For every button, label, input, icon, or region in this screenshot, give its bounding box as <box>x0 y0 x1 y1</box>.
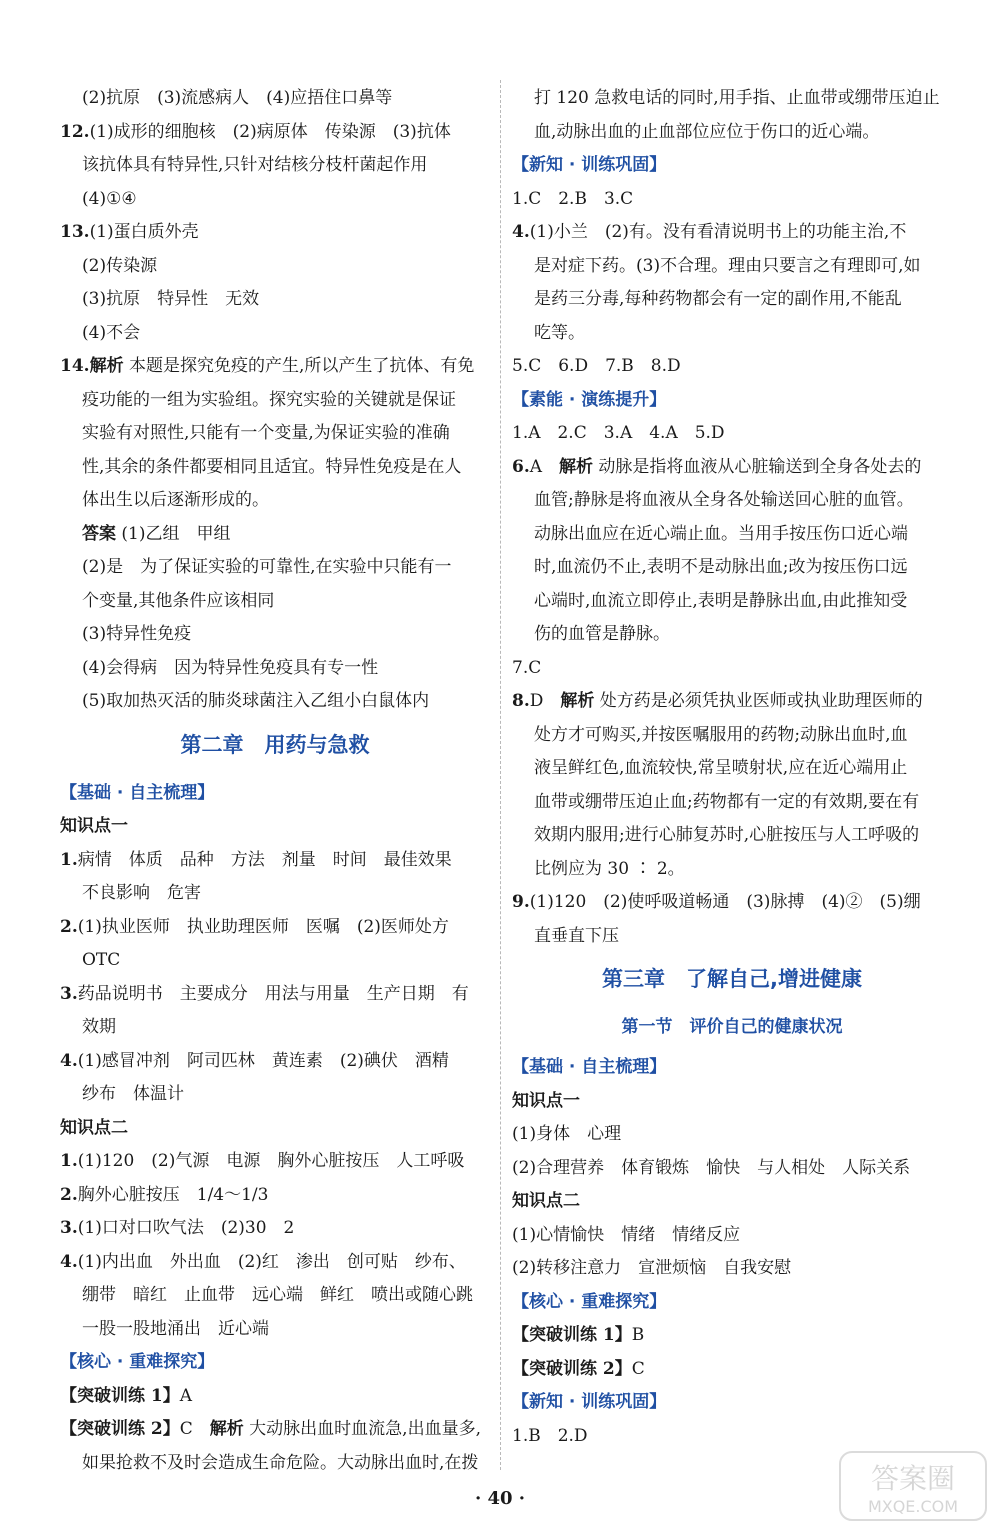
text-line <box>512 719 952 753</box>
line-text: 绷带 暗红 止血带 远心端 鲜红 喷出或随心跳 <box>82 1285 473 1305</box>
left-column <box>60 82 490 1480</box>
chapter-title <box>60 719 490 777</box>
line-text: 处方药是必须凭执业医师或执业助理医师的 <box>594 691 923 711</box>
text-line <box>60 183 490 217</box>
section-header <box>60 1346 490 1380</box>
line-text: (4)①④ <box>82 188 137 209</box>
line-text: (4)会得病 因为特异性免疫具有专一性 <box>82 657 379 678</box>
line-text: 1.B 2.D <box>512 1425 588 1446</box>
line-text: 是对症下药。(3)不合理。理由只要言之有理即可,如 <box>534 255 921 276</box>
item-number: 【突破训练 2】 <box>60 1419 180 1439</box>
text-line <box>60 1179 490 1213</box>
section-header <box>512 1286 952 1320</box>
text-line <box>512 685 952 719</box>
line-text: (1)乙组 甲组 <box>116 523 231 544</box>
text-line <box>512 484 952 518</box>
section-header <box>512 1051 952 1085</box>
text-line <box>60 1313 490 1347</box>
line-text: 如果抢救不及时会造成生命危险。大动脉出血时,在拨 <box>82 1452 479 1473</box>
text-line <box>60 652 490 686</box>
section-header <box>60 777 490 811</box>
text-line <box>60 1380 490 1414</box>
line-text: 比例应为 30 ∶ 2。 <box>534 858 685 879</box>
text-line <box>60 1145 490 1179</box>
line-text: 1.A 2.C 3.A 4.A 5.D <box>512 423 725 443</box>
text-line <box>512 853 952 887</box>
chapter-title <box>512 953 952 1011</box>
line-text: 动脉出血应在近心端止血。当用手按压伤口近心端 <box>534 523 908 544</box>
text-line <box>512 417 952 451</box>
right-column <box>512 82 952 1453</box>
line-text: 知识点二 <box>60 1117 128 1138</box>
line-text: 5.C 6.D 7.B 8.D <box>512 356 681 376</box>
text-line <box>512 1353 952 1387</box>
section-title <box>512 1011 952 1051</box>
line-text: 个变量,其他条件应该相同 <box>82 590 275 611</box>
line-text: 实验有对照性,只能有一个变量,为保证实验的准确 <box>82 423 450 443</box>
text-line <box>60 551 490 585</box>
text-line <box>512 1118 952 1152</box>
item-number: 8. <box>512 691 530 711</box>
text-line <box>512 618 952 652</box>
text-line <box>60 1246 490 1280</box>
line-text: 纱布 体温计 <box>82 1084 184 1104</box>
text-line <box>512 183 952 217</box>
line-text: (2)合理营养 体育锻炼 愉快 与人相处 人际关系 <box>512 1157 911 1178</box>
text-line <box>60 944 490 978</box>
page-number: · 40 · <box>474 1488 526 1509</box>
section-header <box>512 384 952 418</box>
knowledge-point-label <box>60 810 490 844</box>
line-text: (2)抗原 (3)流感病人 (4)应捂住口鼻等 <box>82 88 393 108</box>
line-text: 性,其余的条件都要相同且适宜。特异性免疫是在人 <box>82 456 462 477</box>
text-line <box>60 877 490 911</box>
line-text: (1)内出血 外出血 (2)红 渗出 创可贴 纱布、 <box>77 1251 466 1272</box>
line-text: 【基础 · 自主梳理】 <box>512 1057 667 1077</box>
line-text: 本题是探究免疫的产生,所以产生了抗体、有免 <box>123 356 475 376</box>
line-text: 效期内服用;进行心肺复苏时,心脏按压与人工呼吸的 <box>534 825 920 845</box>
section-header <box>512 1386 952 1420</box>
line-text: 第二章 用药与急救 <box>180 732 370 757</box>
item-number: 4. <box>512 222 530 242</box>
item-number: 【突破训练 2】 <box>512 1358 632 1379</box>
line-text: 病情 体质 品种 方法 剂量 时间 最佳效果 <box>77 849 452 870</box>
text-line <box>60 350 490 384</box>
line-text: 动脉是指将血液从心脏输送到全身各处去的 <box>593 456 922 477</box>
text-line <box>60 484 490 518</box>
text-line <box>512 786 952 820</box>
line-text: 知识点一 <box>512 1090 580 1111</box>
line-text: 一股一股地涌出 近心端 <box>82 1318 269 1339</box>
text-line <box>60 82 490 116</box>
text-line <box>60 1212 490 1246</box>
knowledge-point-label <box>60 1112 490 1146</box>
text-line <box>512 886 952 920</box>
line-text: 该抗体具有特异性,只针对结核分枝杆菌起作用 <box>82 155 428 175</box>
text-line <box>60 1413 490 1447</box>
item-number: 2. <box>60 1184 78 1205</box>
line-text: (1)感冒冲剂 阿司匹林 黄连素 (2)碘伏 酒精 <box>77 1050 449 1071</box>
column-divider <box>500 80 501 1470</box>
text-line <box>512 752 952 786</box>
text-line <box>60 978 490 1012</box>
text-line <box>512 451 952 485</box>
text-line <box>512 82 952 116</box>
keyword-label: 解析 <box>559 456 594 477</box>
item-number: 4. <box>60 1251 78 1272</box>
text-line <box>512 819 952 853</box>
text-line <box>60 116 490 150</box>
line-text: D <box>529 691 561 711</box>
text-line <box>60 417 490 451</box>
item-number: 6. <box>512 456 530 477</box>
item-number: 【突破训练 1】 <box>60 1385 180 1406</box>
keyword-label: 解析 <box>560 691 595 711</box>
line-text: (3)特异性免疫 <box>82 624 192 644</box>
line-text: (1)执业医师 执业助理医师 医嘱 (2)医师处方 <box>77 916 449 937</box>
svg-text:答案圈: 答案圈 <box>870 1462 956 1495</box>
item-number: 14. <box>60 356 90 376</box>
line-text: (1)成形的细胞核 (2)病原体 传染源 (3)抗体 <box>89 121 451 142</box>
line-text: (4)不会 <box>82 322 141 343</box>
text-line <box>512 920 952 954</box>
line-text: 效期 <box>82 1017 116 1037</box>
line-text: 【新知 · 训练巩固】 <box>512 1392 667 1412</box>
line-text: (1)身体 心理 <box>512 1124 622 1144</box>
line-text: 时,血流仍不止,表明不是动脉出血;改为按压伤口远 <box>534 557 908 577</box>
text-line <box>60 250 490 284</box>
line-text: 不良影响 危害 <box>82 883 201 903</box>
line-text: 血管;静脉是将血液从全身各处输送回心脏的血管。 <box>534 490 914 510</box>
line-text: (1)口对口吹气法 (2)30 2 <box>77 1218 295 1238</box>
line-text: 【基础 · 自主梳理】 <box>60 782 215 803</box>
line-text: 血,动脉出血的止血部位应位于伤口的近心端。 <box>534 121 880 142</box>
text-line <box>60 685 490 719</box>
text-line <box>512 1319 952 1353</box>
line-text: 体出生以后逐渐形成的。 <box>82 490 269 510</box>
line-text: 打 120 急救电话的同时,用手指、止血带或绷带压迫止 <box>534 88 940 108</box>
text-line <box>60 1447 490 1481</box>
line-text: (5)取加热灭活的肺炎球菌注入乙组小白鼠体内 <box>82 691 430 711</box>
text-line <box>512 317 952 351</box>
line-text: 第三章 了解自己,增进健康 <box>602 967 862 991</box>
line-text: 大动脉出血时血流急,出血量多, <box>243 1419 481 1439</box>
text-line <box>512 551 952 585</box>
text-line <box>512 250 952 284</box>
text-line <box>60 384 490 418</box>
item-number: 9. <box>512 892 530 912</box>
text-line <box>60 911 490 945</box>
svg-text:MXQE.COM: MXQE.COM <box>867 1497 959 1516</box>
line-text: (1)小兰 (2)有。没有看清说明书上的功能主治,不 <box>529 222 907 242</box>
text-line <box>512 652 952 686</box>
line-text: B <box>631 1325 645 1345</box>
line-text: 伤的血管是静脉。 <box>534 624 670 644</box>
line-text: 是药三分毒,每种药物都会有一定的副作用,不能乱 <box>534 289 902 309</box>
text-line <box>512 283 952 317</box>
text-line <box>60 283 490 317</box>
line-text: (2)传染源 <box>82 255 158 276</box>
line-text: (2)是 为了保证实验的可靠性,在实验中只能有一 <box>82 557 452 577</box>
text-line <box>60 1011 490 1045</box>
item-number: 1. <box>60 849 78 870</box>
item-number: 2. <box>60 916 78 937</box>
keyword-label: 答案 <box>82 523 116 544</box>
text-line <box>60 518 490 552</box>
line-text: (3)抗原 特异性 无效 <box>82 289 260 309</box>
line-text: 1.C 2.B 3.C <box>512 188 634 209</box>
text-line <box>60 149 490 183</box>
text-line <box>512 585 952 619</box>
keyword-label: 解析 <box>89 356 124 376</box>
line-text: (1)120 (2)气源 电源 胸外心脏按压 人工呼吸 <box>77 1151 465 1171</box>
keyword-label: 解析 <box>209 1419 244 1439</box>
line-text: 血带或绷带压迫止血;药物都有一定的有效期,要在有 <box>534 791 920 812</box>
text-line <box>60 844 490 878</box>
text-line <box>512 350 952 384</box>
text-line <box>512 1252 952 1286</box>
line-text: 处方才可购买,并按医嘱服用的药物;动脉出血时,血 <box>534 724 908 745</box>
item-number: 3. <box>60 1218 78 1238</box>
line-text: 【核心 · 重难探究】 <box>512 1291 667 1312</box>
text-line <box>60 317 490 351</box>
text-line <box>512 1219 952 1253</box>
line-text: 胸外心脏按压 1/4～1/3 <box>77 1184 269 1205</box>
line-text: 7.C <box>512 657 542 678</box>
text-line <box>512 1152 952 1186</box>
line-text: 【素能 · 演练提升】 <box>512 389 667 410</box>
text-line <box>60 618 490 652</box>
line-text: C <box>179 1419 210 1439</box>
line-text: 吃等。 <box>534 322 585 343</box>
line-text: 液呈鲜红色,血流较快,常呈喷射状,应在近心端用止 <box>534 758 908 778</box>
line-text: 药品说明书 主要成分 用法与用量 生产日期 有 <box>77 983 469 1004</box>
line-text: (1)蛋白质外壳 <box>89 222 199 242</box>
line-text: 第一节 评价自己的健康状况 <box>621 1017 843 1037</box>
item-number: 1. <box>60 1151 78 1171</box>
text-line <box>60 1045 490 1079</box>
line-text: 【新知 · 训练巩固】 <box>512 155 667 175</box>
line-text: (2)转移注意力 宣泄烦恼 自我安慰 <box>512 1258 792 1278</box>
text-line <box>512 116 952 150</box>
line-text: OTC <box>82 950 121 970</box>
line-text: C <box>631 1358 645 1379</box>
line-text: (1)120 (2)使呼吸道畅通 (3)脉搏 (4)② (5)绷 <box>529 892 921 912</box>
line-text: 知识点一 <box>60 816 128 836</box>
knowledge-point-label <box>512 1085 952 1119</box>
line-text: 知识点二 <box>512 1191 580 1211</box>
item-number: 12. <box>60 121 90 142</box>
item-number: 4. <box>60 1050 78 1071</box>
line-text: 疫功能的一组为实验组。探究实验的关键就是保证 <box>82 389 456 410</box>
text-line <box>60 216 490 250</box>
item-number: 13. <box>60 222 90 242</box>
line-text: 心端时,血流立即停止,表明是静脉出血,由此推知受 <box>534 590 908 611</box>
line-text: A <box>529 456 560 477</box>
watermark-logo <box>838 1448 988 1524</box>
text-line <box>60 1078 490 1112</box>
line-text: A <box>179 1385 193 1406</box>
line-text: (1)心情愉快 情绪 情绪反应 <box>512 1224 741 1245</box>
text-line <box>512 518 952 552</box>
text-line <box>60 1279 490 1313</box>
text-line <box>60 451 490 485</box>
line-text: 【核心 · 重难探究】 <box>60 1352 215 1372</box>
section-header <box>512 149 952 183</box>
knowledge-point-label <box>512 1185 952 1219</box>
line-text: 直垂直下压 <box>534 925 619 946</box>
item-number: 3. <box>60 983 78 1004</box>
item-number: 【突破训练 1】 <box>512 1325 632 1345</box>
text-line <box>512 216 952 250</box>
text-line <box>60 585 490 619</box>
